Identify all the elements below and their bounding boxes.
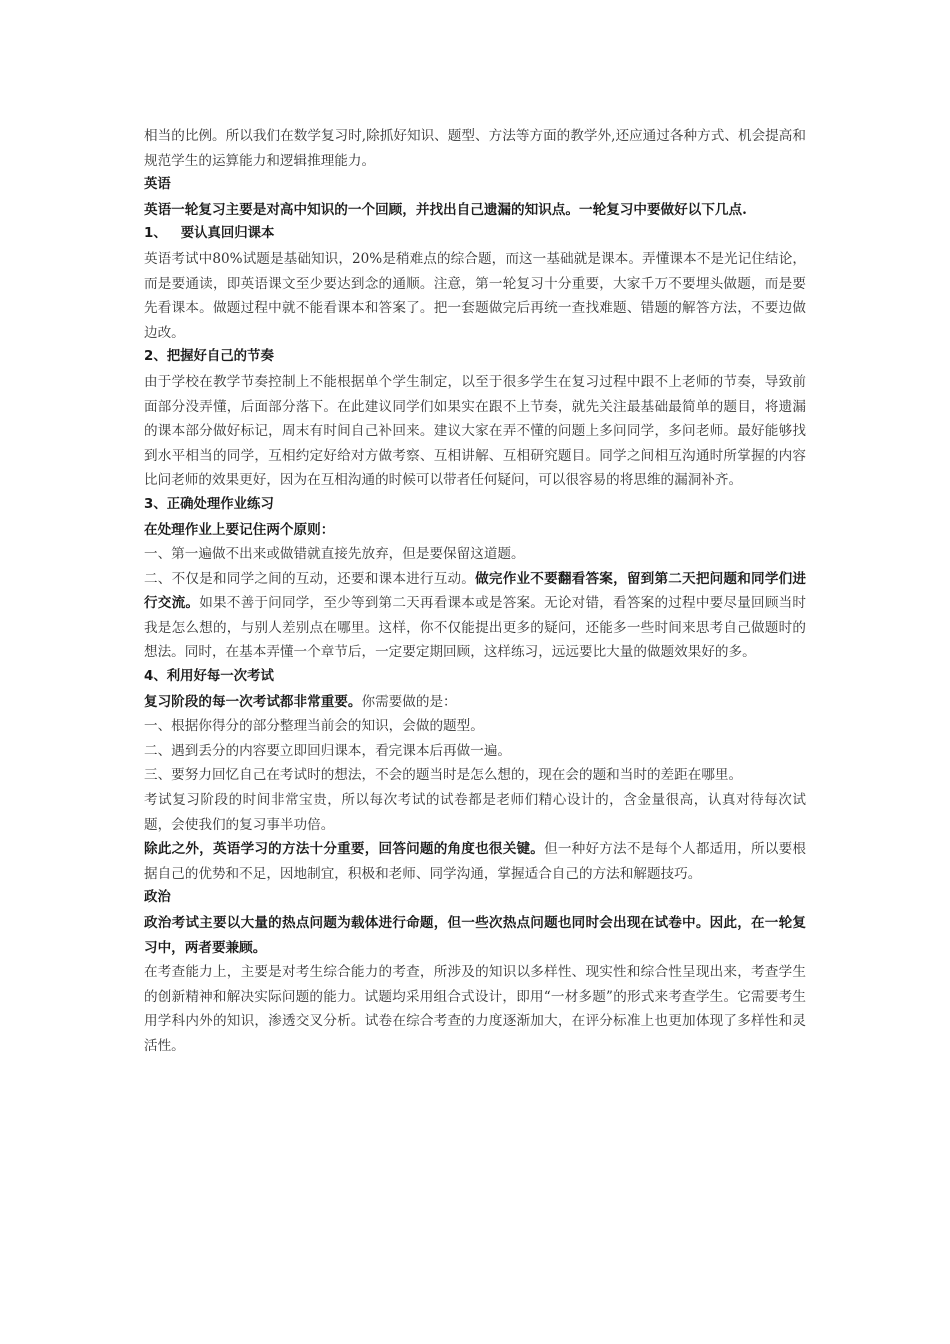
paragraph-math-tail: 相当的比例。所以我们在数学复习时,除抓好知识、题型、方法等方面的教学外,还应通过各种方式、机会提高和规范学生的运算能力和逻辑推理能力。 [144,128,806,169]
document-page [144,124,806,1059]
section-2-body: 由于学校在教学节奏控制上不能根据单个学生制定，以至于很多学生在复习过程中跟不上老师的节奏，导致前面部分没弄懂，后面部分落下。在此建议同学们如果实在跟不上节奏，就先关注最基础最简单的题目，将遗漏的课本部分做好标记，周末有时间自己补回来。建议大家在弄不懂的问题上多问同学，多问老师。最好能够找到水平相当的同学，互相约定好给对方做考察、互相讲解、互相研究题目。同学之间相互沟通时所掌握的内容比问老师的效果更好，因为在互相沟通的时候可以带者任何疑问，可以很容易的将思维的漏洞补齐。 [144,373,806,489]
heading-politics: 政治 [144,890,171,906]
section-3-item-2-c: 如果不善于问同学，至少等到第二天再看课本或是答案。无论对错，看答案的过程中要尽量回顾当时我是怎么想的，与别人差别点在哪里。这样，你不仅能提出更多的疑问，还能多一些时间来思考自己做题时的想法。同时，在基本弄懂一个章节后，一定要定期回顾，这样练习，远远要比大量的做题效果好的多。 [144,595,807,661]
politics-body: 在考查能力上，主要是对考生综合能力的考查，所涉及的知识以多样性、现实性和综合性呈现出来，考查学生的创新精神和解决实际问题的能力。试题均采用组合式设计，即用“一材多题”的形式来考查学生。它需要考生用学科内外的知识，渗透交叉分析。试卷在综合考查的力度逐渐加大，在评分标准上也更加体现了多样性和灵活性。 [144,964,806,1054]
section-4-body: 考试复习阶段的时间非常宝贵，所以每次考试的试卷都是老师们精心设计的，含金量很高，认真对待每次试题，会使我们的复习事半功倍。 [144,792,806,833]
section-2-heading: 2、把握好自己的节奏 [144,349,274,365]
section-4-item-2: 二、遇到丢分的内容要立即回归课本，看完课本后再做一遍。 [144,742,512,759]
section-4-heading: 4、利用好每一次考试 [144,669,274,685]
politics-intro: 政治考试主要以大量的热点问题为载体进行命题，但一些次热点问题也同时会出现在试卷中。因此，在一轮复习中，两者要兼顾。 [144,915,806,956]
section-4-lead-rest: 你需要做的是： [361,693,457,710]
english-intro: 英语一轮复习主要是对高中知识的一个回顾，并找出自己遗漏的知识点。一轮复习中要做好以下几点. [144,201,747,218]
section-3-item-2 [144,567,806,665]
section-1-heading [144,222,806,247]
section-4-end-rest: 但一种好方法不是每个人都适用，所以要根据自己的优势和不足，因地制宜，积极和老师、同学沟通，掌握适合自己的方法和解题技巧。 [144,841,806,882]
section-4-item-3: 三、要努力回忆自己在考试时的想法，不会的题当时是怎么想的，现在会的题和当时的差距在哪里。 [144,767,743,784]
section-4-end [144,837,806,886]
section-4-lead-bold: 复习阶段的每一次考试都非常重要。 [144,693,362,710]
section-3-item-1: 一、第一遍做不出来或做错就直接先放弃，但是要保留这道题。 [144,546,525,563]
section-4-lead [144,690,806,715]
section-3-item-2-bold: 做完作业不要翻看答案，留到第二天把问题和同学们进行交流。 [144,570,807,612]
heading-english: 英语 [144,177,171,193]
section-3-lead: 在处理作业上要记住两个原则： [144,521,335,538]
section-4-item-1: 一、根据你得分的部分整理当前会的知识，会做的题型。 [144,718,484,735]
section-3-heading: 3、正确处理作业练习 [144,496,274,512]
section-3-item-2-a: 二、不仅是和同学之间的互动，还要和课本进行互动。 [144,570,476,587]
section-1-title: 要认真回归课本 [180,226,275,242]
section-4-end-bold: 除此之外，英语学习的方法十分重要，回答问题的角度也很关键。 [144,841,545,858]
section-1-body: 英语考试中80%试题是基础知识，20%是稍难点的综合题，而这一基础就是课本。弄懂课本不是光记住结论，而是要通读，即英语课文至少要达到念的通顺。注意，第一轮复习十分重要，大家千万不要埋头做题，而是要先看课本。做题过程中就不能看课本和答案了。把一套题做完后再统一查找难题、错题的解答方法，不要边做边改。 [144,250,806,341]
section-1-number: 1、 [144,226,167,242]
